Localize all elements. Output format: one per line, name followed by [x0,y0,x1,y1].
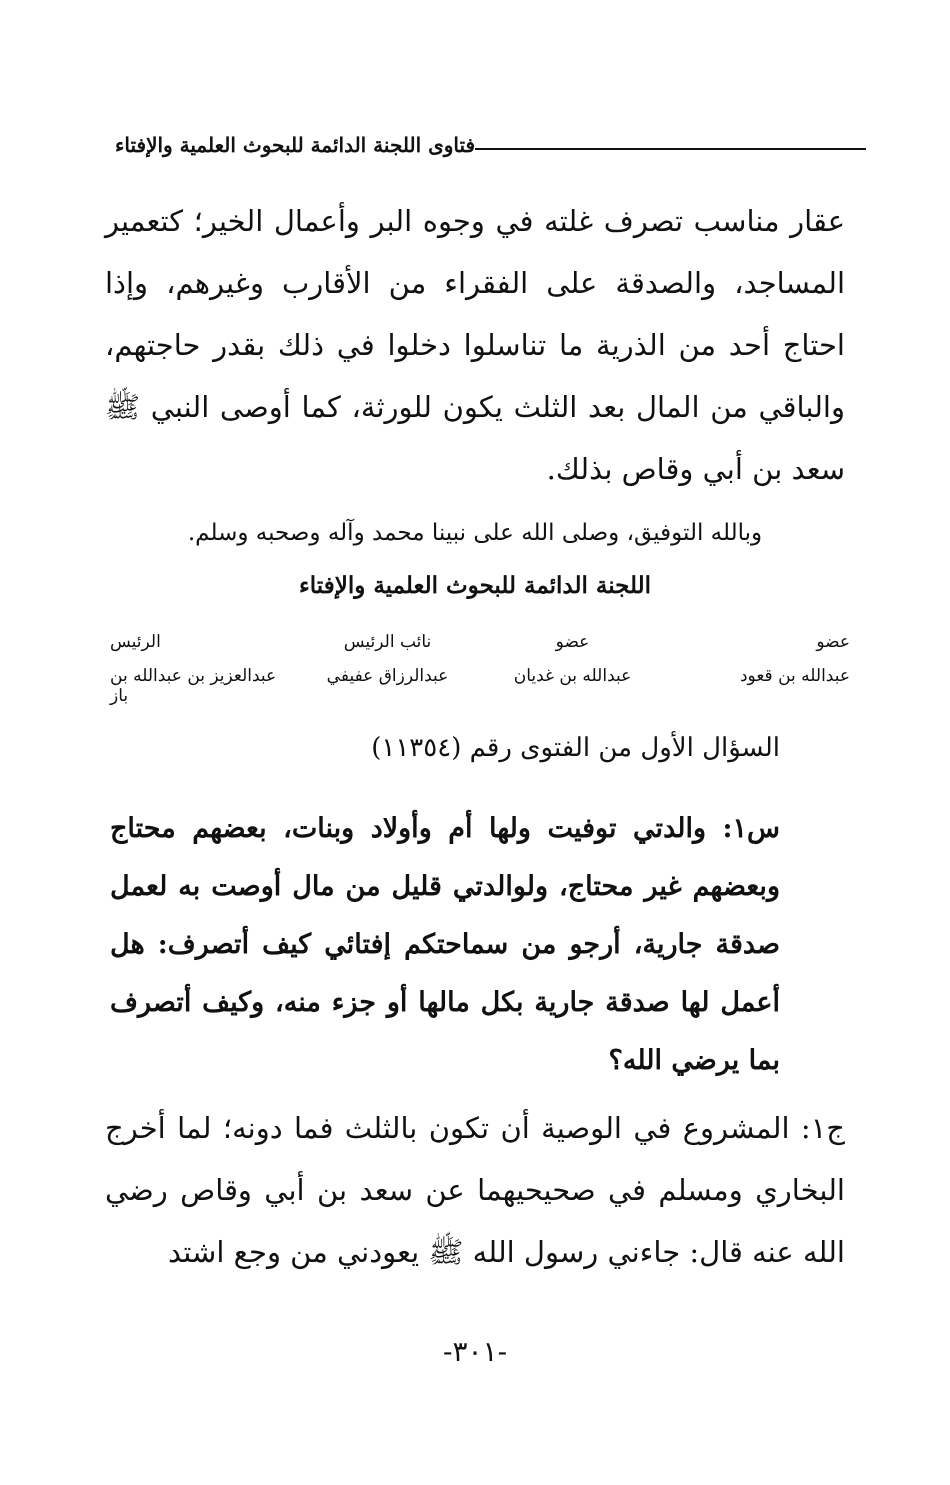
running-header-title: فتاوى اللجنة الدائمة للبحوث العلمية والإفتاء [115,133,476,157]
signature-role: الرئيس [110,632,161,652]
header-rule [475,148,866,150]
body-paragraph: عقار مناسب تصرف غلته في وجوه البر وأعمال الخير؛ كتعمير المساجد، والصدقة على الفقراء من الأقارب وغيرهم، وإذا احتاج أحد من الذرية ما تناسلوا دخلوا في ذلك بقدر حاجتهم، والباقي من المال بعد الثلث يكون للورثة، كما أوصى النبي ﷺ سعد بن أبي وقاص بذلك. [105,204,845,486]
signature-block [110,632,850,720]
signature-name: عبدالله بن قعود [739,666,850,686]
fatwa-question-number: السؤال الأول من الفتوى رقم (١١٣٥٤) [371,733,780,763]
signature-role: عضو [816,632,850,652]
committee-name: اللجنة الدائمة للبحوث العلمية والإفتاء [298,572,652,599]
signature-name: عبدالعزيز بن عبدالله بن باز [110,666,277,706]
signature-name: عبدالله بن غديان [513,666,632,686]
closing-line: وبالله التوفيق، وصلى الله على نبينا محمد وآله وصحبه وسلم. [187,520,763,546]
answer-text: ج١: المشروع في الوصية أن تكون بالثلث فما دونه؛ لما أخرج البخاري ومسلم في صحيحيهما عن سعد بن أبي وقاص رضي الله عنه قال: جاءني رسول الله ﷺ يعودني من وجع اشتد [105,1111,845,1269]
signature-roles-row [110,632,850,652]
signature-role: عضو [555,632,590,652]
running-header [105,120,866,170]
signature-names-row [110,666,850,706]
signature-name: عبدالرزاق عفيفي [326,666,449,686]
question-text: س١: والدتي توفيت ولها أم وأولاد وبنات، بعضهم محتاج وبعضهم غير محتاج، ولوالدتي قليل من مال أوصت به لعمل صدقة جارية، أرجو من سماحتكم إفتائي كيف أتصرف: هل أعمل لها صدقة جارية بكل مالها أو جزء منه، وكيف أتصرف بما يرضي الله؟ [110,813,780,1076]
page-number: -٣٠١- [442,1335,508,1368]
signature-role: نائب الرئيس [343,632,432,652]
